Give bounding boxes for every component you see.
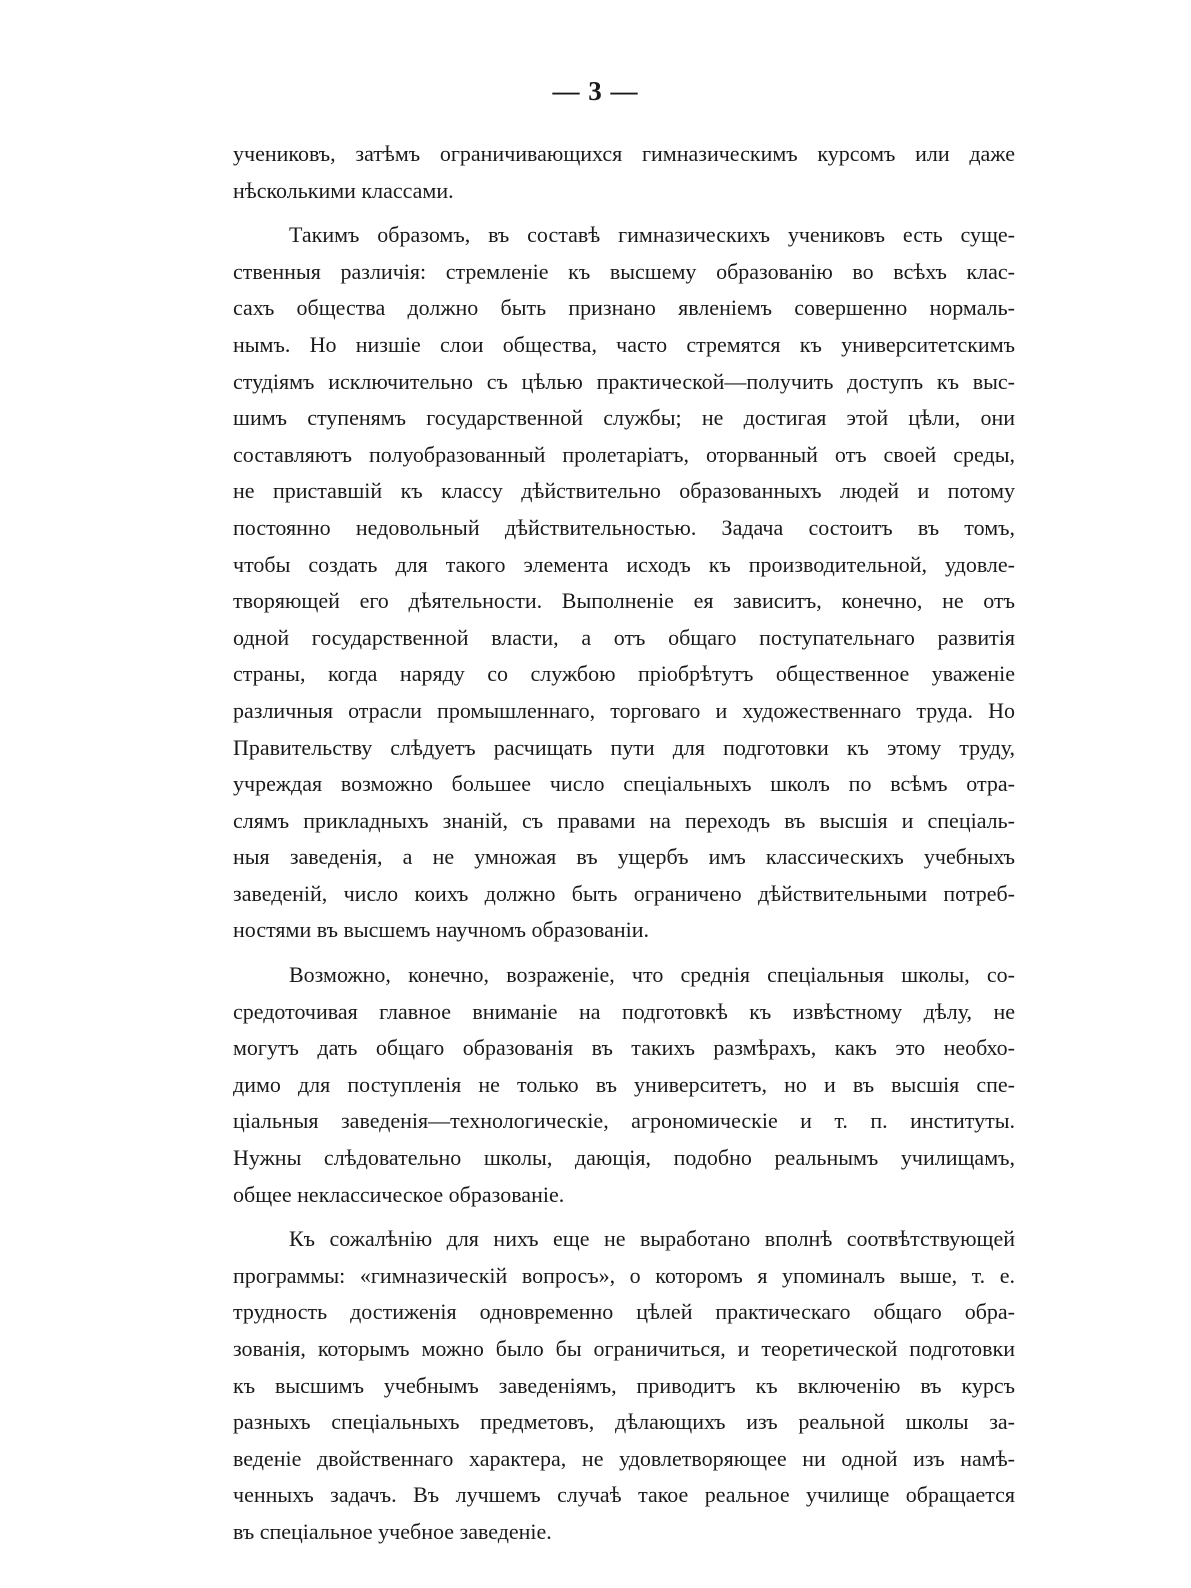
text-line: средоточивая главное вниманіе на подготовкѣ къ извѣстному дѣлу, не [233, 998, 1015, 1024]
text-line: заведеній, число коихъ должно быть ограничено дѣйствительными потреб- [233, 880, 1015, 906]
text-line: учреждая возможно большее число спеціальныхъ школъ по всѣмъ отра- [233, 771, 1015, 797]
text-line: различныя отрасли промышленнаго, торговаго и художественнаго труда. Но [233, 697, 1015, 723]
text-line: Нужны слѣдовательно школы, дающія, подобно реальнымъ училищамъ, [233, 1145, 1015, 1171]
paragraph-gap [233, 949, 1015, 957]
text-line: могутъ дать общаго образованія въ такихъ размѣрахъ, какъ это необхо- [233, 1035, 1015, 1061]
body-text [233, 136, 1015, 1551]
paragraph-gap [233, 209, 1015, 217]
paragraph [233, 217, 1015, 949]
text-line: ственныя различія: стремленіе къ высшему образованію во всѣхъ клас- [233, 258, 1015, 284]
text-line: Къ сожалѣнію для нихъ еще не выработано вполнѣ соотвѣтствующей [289, 1226, 1015, 1252]
text-line: Правительству слѣдуетъ расчищать пути для подготовки къ этому труду, [233, 734, 1015, 760]
text-line: веденіе двойственнаго характера, не удовлетворяющее ни одной изъ намѣ- [233, 1445, 1015, 1471]
text-line: нѣсколькими классами. [233, 177, 454, 203]
text-line: чтобы создать для такого элемента исходъ къ производительной, удовле- [233, 551, 1015, 577]
text-line: ціальныя заведенія—технологическіе, агрономическіе и т. п. институты. [233, 1108, 1015, 1134]
text-line: разныхъ спеціальныхъ предметовъ, дѣлающихъ изъ реальной школы за- [233, 1409, 1015, 1435]
text-line: Такимъ образомъ, въ составѣ гимназическихъ учениковъ есть суще- [289, 222, 1015, 248]
text-line: ныя заведенія, а не умножая въ ущербъ имъ классическихъ учебныхъ [233, 844, 1015, 870]
text-line: ченныхъ задачъ. Въ лучшемъ случаѣ такое реальное училище обращается [233, 1482, 1015, 1508]
text-line: учениковъ, затѣмъ ограничивающихся гимназическимъ курсомъ или даже [233, 141, 1015, 166]
text-line: одной государственной власти, а отъ общаго поступательнаго развитія [233, 624, 1015, 650]
text-line: составляютъ полуобразованный пролетаріатъ, оторванный отъ своей среды, [233, 441, 1015, 467]
text-line: постоянно недовольный дѣйствительностью. Задача состоитъ въ томъ, [233, 514, 1015, 540]
text-line: общее неклассическое образованіе. [233, 1181, 565, 1207]
text-line: творяющей его дѣятельности. Выполненіе ея зависитъ, конечно, не отъ [233, 588, 1015, 614]
page-number: — 3 — [552, 76, 639, 106]
paragraph [233, 957, 1015, 1213]
text-line: къ высшимъ учебнымъ заведеніямъ, приводитъ къ включенію въ курсъ [233, 1372, 1015, 1398]
text-line: студіямъ исключительно съ цѣлью практической—получить доступъ къ выс- [233, 368, 1015, 394]
text-line: нымъ. Но низшіе слои общества, часто стремятся къ университетскимъ [233, 331, 1015, 357]
text-line: въ спеціальное учебное заведеніе. [233, 1518, 552, 1544]
text-line: зованія, которымъ можно было бы ограничиться, и теоретической подготовки [233, 1336, 1015, 1361]
text-line: слямъ прикладныхъ знаній, съ правами на переходъ въ высшія и спеціаль- [233, 807, 1015, 833]
text-line: сахъ общества должно быть признано явленіемъ совершенно нормаль- [233, 295, 1015, 321]
text-line: трудность достиженія одновременно цѣлей практическаго общаго обра- [233, 1299, 1015, 1325]
paragraph [233, 136, 1015, 209]
text-line: программы: «гимназическій вопросъ», о которомъ я упоминалъ выше, т. е. [233, 1262, 1015, 1288]
text-line: страны, когда наряду со службою пріобрѣтутъ общественное уваженіе [233, 661, 1015, 687]
text-line: не приставшій къ классу дѣйствительно образованныхъ людей и потому [233, 478, 1015, 504]
text-line: Возможно, конечно, возраженіе, что среднія спеціальныя школы, со- [289, 962, 1015, 988]
text-line: шимъ ступенямъ государственной службы; не достигая этой цѣли, они [233, 405, 1015, 431]
paragraph-gap [233, 1213, 1015, 1221]
text-line: ностями въ высшемъ научномъ образованіи. [233, 917, 650, 943]
text-line: димо для поступленія не только въ университетъ, но и въ высшія спе- [233, 1071, 1015, 1097]
paragraph [233, 1221, 1015, 1550]
